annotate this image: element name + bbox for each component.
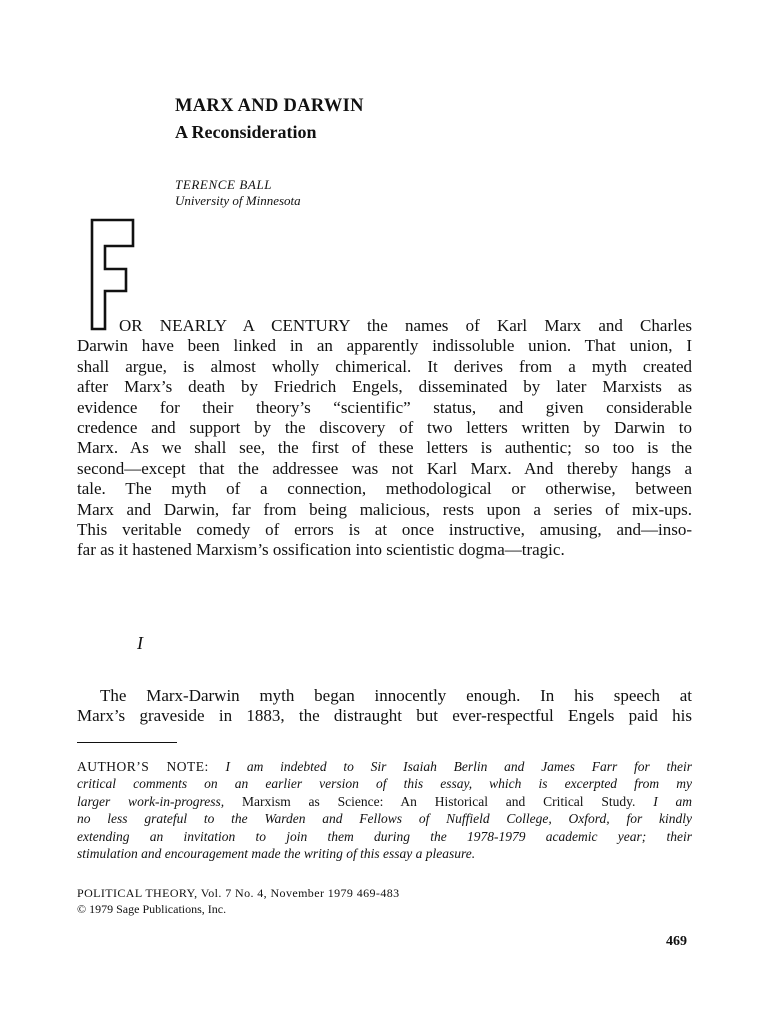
footnote-line: no less grateful to the Warden and Fellows of Nuffield College, Oxford, for kindly: [77, 811, 692, 827]
paragraph-line: evidence for their theory’s “scientific” status, and given considerable: [77, 397, 692, 417]
footnote-line: extending an invitation to join them during the 1978-1979 academic year; their: [77, 828, 692, 844]
footnote-line: critical comments on an earlier version of this essay, which is excerpted from my: [77, 776, 692, 792]
paragraph-line: second—except that the addressee was not Karl Marx. And thereby hangs a: [77, 458, 692, 478]
paragraph-line: tale. The myth of a connection, methodological or otherwise, between: [77, 479, 692, 499]
author-affiliation: University of Minnesota: [175, 193, 301, 208]
copyright-notice: © 1979 Sage Publications, Inc.: [77, 902, 227, 916]
footnote-line: larger work-in-progress, Marxism as Science: An Historical and Critical Study. I am: [77, 793, 692, 809]
paragraph-line: far as it hastened Marxism’s ossification into scientistic dogma—tragic.: [77, 540, 565, 560]
paragraph-line: The Marx-Darwin myth began innocently enough. In his speech at: [100, 686, 692, 705]
footnote-line: stimulation and encouragement made the writing of this essay a pleasure.: [77, 846, 476, 862]
journal-citation: POLITICAL THEORY, Vol. 7 No. 4, November 1979 469-483: [77, 886, 400, 900]
paragraph-line: after Marx’s death by Friedrich Engels, disseminated by later Marxists as: [77, 377, 692, 397]
paragraph-line: This veritable comedy of errors is at once instructive, amusing, and—inso-: [77, 520, 692, 540]
article-subtitle: A Reconsideration: [175, 122, 317, 142]
paragraph-line: Marx’s graveside in 1883, the distraught but ever-respectful Engels paid his: [77, 706, 692, 726]
paragraph-line: credence and support by the discovery of two letters written by Darwin to: [77, 418, 692, 438]
footnote-divider: [77, 742, 177, 743]
book-title: Marxism as Science: An Historical and Critical Study.: [242, 793, 636, 809]
opening-paragraph: [77, 316, 692, 561]
author-note: [77, 758, 692, 862]
paragraph-line: Marx and Darwin, far from being malicious, rests upon a series of mix-ups.: [77, 499, 692, 519]
footnote-line: AUTHOR’S NOTE: I am indebted to Sir Isaiah Berlin and James Farr for their: [77, 759, 692, 774]
section-heading: I: [137, 633, 143, 653]
page-number: 469: [666, 934, 687, 949]
paragraph-line: Marx. As we shall see, the first of these letters is authentic; so too is the: [77, 438, 692, 458]
paragraph-line: shall argue, is almost wholly chimerical. It derives from a myth created: [77, 356, 692, 376]
paragraph-line: OR NEARLY A CENTURY the names of Karl Marx and Charles: [119, 316, 692, 335]
second-paragraph: [77, 686, 692, 727]
article-title: MARX AND DARWIN: [175, 96, 364, 116]
author-name: TERENCE BALL: [175, 177, 273, 192]
footnote-label: AUTHOR’S NOTE:: [77, 759, 209, 774]
paragraph-line: Darwin have been linked in an apparently indissoluble union. That union, I: [77, 336, 692, 356]
